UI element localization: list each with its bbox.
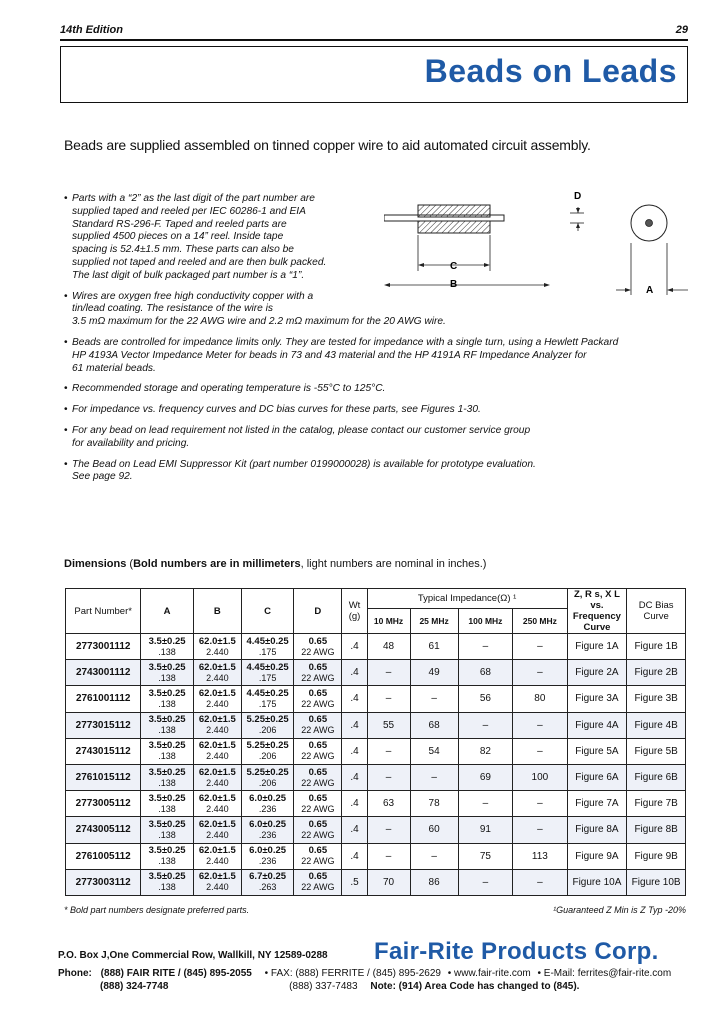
dc-bias-curve-cell: Figure 8B [627, 817, 686, 843]
col-10mhz: 10 MHz [367, 609, 410, 634]
frequency-curve-cell: Figure 1A [567, 634, 627, 660]
part-number-cell: 2743005112 [66, 817, 141, 843]
dim-c-inch: .175 [258, 672, 277, 683]
bullet-line: supplied 4500 pieces on a 14” reel. Inside tape [72, 231, 284, 243]
dim-a-cell [141, 817, 193, 843]
weight-cell: .4 [342, 791, 367, 817]
dim-d-cell [294, 843, 342, 869]
table-row [66, 869, 686, 895]
dc-bias-curve-cell: Figure 9B [627, 843, 686, 869]
dim-b-inch: 2.440 [206, 829, 229, 840]
dim-d-inch: 22 AWG [301, 856, 335, 867]
email-link[interactable]: • E-Mail: ferrites@fair-rite.com [537, 968, 672, 979]
fax-number-2: (888) 337-7483 [289, 981, 358, 992]
impedance-25mhz-cell: 61 [410, 634, 458, 660]
bullet-line: • The Bead on Lead EMI Suppressor Kit (part number 0199000028) is available for prototype evaluation. [72, 458, 536, 470]
impedance-10mhz-cell: 63 [367, 791, 410, 817]
dim-c-mm: 5.25±0.25 [246, 766, 289, 778]
table-row [66, 634, 686, 660]
bullet-line: • Recommended storage and operating temperature is -55°C to 125°C. [72, 383, 386, 395]
dim-d-inch: 22 AWG [301, 803, 335, 814]
dim-c-mm: 4.45±0.25 [246, 635, 289, 647]
fax-numbers: • FAX: (888) FERRITE / (845) 895-2629 [264, 968, 441, 979]
dim-c-cell [241, 843, 293, 869]
dim-c-inch: .236 [258, 829, 277, 840]
dim-d-inch: 22 AWG [301, 698, 335, 709]
dimensions-caption [64, 558, 486, 570]
impedance-100mhz-cell: – [458, 634, 512, 660]
dim-a-mm: 3.5±0.25 [148, 714, 186, 726]
frequency-curve-cell: Figure 6A [567, 764, 627, 790]
dim-b-mm: 62.0±1.5 [198, 714, 236, 726]
impedance-250mhz-cell: 80 [513, 686, 567, 712]
dim-a-inch: .138 [158, 829, 176, 840]
bullet-line: HP 4193A Vector Impedance Meter for beads in 73 and 43 material and the HP 4191A RF Impedance Analyzer for [72, 349, 587, 361]
dc-bias-curve-cell: Figure 2B [627, 660, 686, 686]
phone-label: Phone: [58, 968, 92, 979]
bullet-tape-reel [64, 193, 349, 283]
table-row [66, 764, 686, 790]
footnote-guarantee: ¹Guaranteed Z Min is Z Typ -20% [553, 905, 686, 915]
dim-d-inch: 22 AWG [301, 751, 335, 762]
dim-c-cell [241, 791, 293, 817]
bullet-line: supplied taped and reeled per IEC 60286-1 and EIA [72, 205, 306, 217]
dim-b-mm: 62.0±1.5 [198, 740, 236, 752]
dim-d-cell [294, 764, 342, 790]
dim-a-mm: 3.5±0.25 [148, 687, 186, 699]
frequency-curve-cell: Figure 2A [567, 660, 627, 686]
dim-a-mm: 3.5±0.25 [148, 792, 186, 804]
part-number-cell: 2761005112 [66, 843, 141, 869]
wire-end-dot [646, 220, 653, 227]
dim-c-inch: .236 [258, 803, 277, 814]
dim-c-cell [241, 764, 293, 790]
dim-c-cell [241, 712, 293, 738]
dim-c-inch: .175 [258, 698, 277, 709]
dim-d-mm: 0.65 [308, 661, 328, 673]
dim-d-inch: 22 AWG [301, 672, 335, 683]
part-number-cell: 2773005112 [66, 791, 141, 817]
caption-open: ( [126, 558, 134, 570]
impedance-250mhz-cell: 113 [513, 843, 567, 869]
impedance-250mhz-cell: – [513, 817, 567, 843]
col-a: A [141, 589, 193, 634]
label-d: D [574, 191, 582, 202]
bullet-contact [64, 425, 664, 451]
dim-a-inch: .138 [158, 672, 176, 683]
bullet-line: • For impedance vs. frequency curves and DC bias curves for these parts, see Figures 1-30. [72, 404, 481, 416]
bullet-line: See page 92. [72, 471, 133, 483]
dim-d-mm: 0.65 [308, 635, 328, 647]
bullet-line: • Parts with a “2” as the last digit of the part number are [72, 193, 315, 204]
dim-d-cell [294, 712, 342, 738]
bullet-kit [64, 459, 664, 485]
edition-label: 14th Edition [60, 24, 123, 36]
dim-d-cell [294, 660, 342, 686]
col-25mhz: 25 MHz [410, 609, 458, 634]
dim-b-mm: 62.0±1.5 [198, 766, 236, 778]
dim-b-cell [193, 634, 241, 660]
dim-c-cell [241, 738, 293, 764]
impedance-250mhz-cell: – [513, 634, 567, 660]
dim-d-cell [294, 869, 342, 895]
impedance-100mhz-cell: 91 [458, 817, 512, 843]
col-b: B [193, 589, 241, 634]
bullet-impedance-control [64, 337, 664, 375]
dim-b-mm: 62.0±1.5 [198, 818, 236, 830]
bullet-line: The last digit of bulk packaged part number is a “1”. [72, 269, 305, 281]
dim-c-inch: .175 [258, 646, 277, 657]
dimensions-table [65, 588, 686, 896]
col-dc-bias-curve: DC Bias Curve [627, 589, 686, 634]
impedance-25mhz-cell: – [410, 843, 458, 869]
page-title: Beads on Leads [424, 53, 677, 89]
dim-c-inch: .263 [258, 882, 277, 893]
col-c: C [241, 589, 293, 634]
bead-body-top [418, 205, 490, 217]
dim-b-inch: 2.440 [206, 725, 229, 736]
bead-side-view [384, 191, 584, 290]
col-part-number: Part Number* [66, 589, 141, 634]
caption-lead: Dimensions [64, 558, 127, 570]
dim-a-mm: 3.5±0.25 [148, 845, 186, 857]
impedance-25mhz-cell: 49 [410, 660, 458, 686]
impedance-25mhz-cell: 78 [410, 791, 458, 817]
bead-dimension-drawing [384, 183, 694, 303]
dim-b-cell [193, 843, 241, 869]
table-row [66, 712, 686, 738]
dim-b-inch: 2.440 [206, 882, 229, 893]
dim-d-cell [294, 634, 342, 660]
dim-c-mm: 4.45±0.25 [246, 661, 289, 673]
impedance-25mhz-cell: – [410, 686, 458, 712]
dim-a-mm: 3.5±0.25 [148, 766, 186, 778]
weight-cell: .4 [342, 712, 367, 738]
dc-bias-curve-cell: Figure 7B [627, 791, 686, 817]
dim-d-cell [294, 817, 342, 843]
website-link[interactable]: • www.fair-rite.com [447, 968, 531, 979]
dim-b-mm: 62.0±1.5 [198, 845, 236, 857]
impedance-10mhz-cell: – [367, 817, 410, 843]
dim-a-inch: .138 [158, 882, 176, 893]
impedance-10mhz-cell: 48 [367, 634, 410, 660]
dim-d-cell [294, 791, 342, 817]
dim-a-cell [141, 764, 193, 790]
impedance-250mhz-cell: – [513, 869, 567, 895]
dim-a-mm: 3.5±0.25 [148, 661, 186, 673]
dim-c-mm: 6.0±0.25 [249, 845, 287, 857]
dim-c-mm: 5.25±0.25 [246, 740, 289, 752]
dim-d-inch: 22 AWG [301, 882, 335, 893]
impedance-25mhz-cell: 68 [410, 712, 458, 738]
table-row [66, 843, 686, 869]
header-rule [60, 39, 688, 41]
table-row [66, 686, 686, 712]
dim-a-inch: .138 [158, 646, 176, 657]
page-number: 29 [675, 24, 688, 36]
dim-b-inch: 2.440 [206, 777, 229, 788]
impedance-25mhz-cell: 86 [410, 869, 458, 895]
impedance-250mhz-cell: – [513, 660, 567, 686]
part-number-cell: 2761015112 [66, 764, 141, 790]
bullet-line: supplied not taped and reeled and are then bulk packed. [72, 256, 327, 268]
dim-d-mm: 0.65 [308, 766, 328, 778]
dim-d-mm: 0.65 [308, 687, 328, 699]
table-row [66, 791, 686, 817]
dim-b-inch: 2.440 [206, 672, 229, 683]
dc-bias-curve-cell: Figure 4B [627, 712, 686, 738]
dim-c-cell [241, 634, 293, 660]
caption-rest: , light numbers are nominal in inches.) [300, 558, 487, 570]
contact-row-2 [58, 981, 698, 992]
dim-c-inch: .206 [258, 777, 277, 788]
impedance-100mhz-cell: 56 [458, 686, 512, 712]
dc-bias-curve-cell: Figure 10B [627, 869, 686, 895]
bullet-line: Standard RS-296-F. Taped and reeled parts are [72, 218, 287, 230]
impedance-250mhz-cell: – [513, 712, 567, 738]
dim-b-cell [193, 660, 241, 686]
phone-number-2: (888) 324-7748 [100, 981, 169, 992]
dim-b-inch: 2.440 [206, 646, 229, 657]
impedance-100mhz-cell: 69 [458, 764, 512, 790]
frequency-curve-cell: Figure 4A [567, 712, 627, 738]
weight-cell: .5 [342, 869, 367, 895]
bullet-temperature [64, 383, 664, 396]
dim-a-mm: 3.5±0.25 [148, 740, 186, 752]
dim-a-cell [141, 869, 193, 895]
dim-c-cell [241, 686, 293, 712]
dim-b-mm: 62.0±1.5 [198, 687, 236, 699]
company-name: Fair-Rite Products Corp. [374, 938, 659, 965]
impedance-10mhz-cell: – [367, 843, 410, 869]
impedance-10mhz-cell: 70 [367, 869, 410, 895]
impedance-25mhz-cell: 60 [410, 817, 458, 843]
dim-b-cell [193, 738, 241, 764]
dim-a-cell [141, 738, 193, 764]
phone-numbers: (888) FAIR RITE / (845) 895-2055 [100, 968, 252, 979]
part-number-cell: 2743001112 [66, 660, 141, 686]
impedance-100mhz-cell: 68 [458, 660, 512, 686]
part-number-cell: 2743015112 [66, 738, 141, 764]
dim-a-cell [141, 712, 193, 738]
dc-bias-curve-cell: Figure 3B [627, 686, 686, 712]
dim-c-inch: .206 [258, 725, 277, 736]
impedance-250mhz-cell: – [513, 738, 567, 764]
dim-d-mm: 0.65 [308, 818, 328, 830]
dim-c-cell [241, 869, 293, 895]
dim-c-mm: 6.7±0.25 [249, 871, 287, 883]
bullet-line: 61 material beads. [72, 362, 156, 374]
weight-cell: .4 [342, 843, 367, 869]
table-row [66, 660, 686, 686]
bullet-line: • Wires are oxygen free high conductivity copper with a [72, 290, 314, 302]
dim-d-cell [294, 686, 342, 712]
dim-a-inch: .138 [158, 698, 176, 709]
dim-a-cell [141, 791, 193, 817]
dim-a-inch: .138 [158, 803, 176, 814]
impedance-10mhz-cell: – [367, 660, 410, 686]
impedance-25mhz-cell: 54 [410, 738, 458, 764]
bullet-line: 3.5 mΩ maximum for the 22 AWG wire and 2.2 mΩ maximum for the 20 AWG wire. [72, 316, 446, 328]
dim-a-cell [141, 686, 193, 712]
footnote-preferred: * Bold part numbers designate preferred parts. [64, 905, 250, 915]
dim-d-inch: 22 AWG [301, 725, 335, 736]
col-d: D [294, 589, 342, 634]
impedance-250mhz-cell: 100 [513, 764, 567, 790]
bead-body-bottom [418, 221, 490, 233]
dim-d-inch: 22 AWG [301, 646, 335, 657]
title-box [60, 46, 688, 103]
caption-bold: Bold numbers are in millimeters [133, 558, 301, 570]
frequency-curve-cell: Figure 9A [567, 843, 627, 869]
dim-d-mm: 0.65 [308, 845, 328, 857]
dim-b-mm: 62.0±1.5 [198, 635, 236, 647]
dim-a-inch: .138 [158, 856, 176, 867]
dim-d-inch: 22 AWG [301, 829, 335, 840]
impedance-100mhz-cell: – [458, 791, 512, 817]
dim-d-inch: 22 AWG [301, 777, 335, 788]
dim-b-mm: 62.0±1.5 [198, 871, 236, 883]
dim-a-cell [141, 634, 193, 660]
part-number-cell: 2773003112 [66, 869, 141, 895]
dim-c-mm: 5.25±0.25 [246, 714, 289, 726]
intro-text: Beads are supplied assembled on tinned copper wire to aid automated circuit assembly. [64, 137, 591, 153]
col-weight: Wt (g) [342, 589, 367, 634]
impedance-10mhz-cell: 55 [367, 712, 410, 738]
dim-d-mm: 0.65 [308, 792, 328, 804]
impedance-10mhz-cell: – [367, 738, 410, 764]
bead-end-view [616, 205, 688, 296]
label-a: A [646, 285, 654, 296]
bullet-line: • Beads are controlled for impedance limits only. They are tested for impedance with a single turn, using a Hewlett Packard [72, 336, 619, 348]
dim-d-mm: 0.65 [308, 740, 328, 752]
dim-d-mm: 0.65 [308, 871, 328, 883]
frequency-curve-cell: Figure 3A [567, 686, 627, 712]
dim-b-inch: 2.440 [206, 856, 229, 867]
dim-a-mm: 3.5±0.25 [148, 818, 186, 830]
impedance-25mhz-cell: – [410, 764, 458, 790]
dim-b-inch: 2.440 [206, 698, 229, 709]
dim-b-cell [193, 764, 241, 790]
dim-b-mm: 62.0±1.5 [198, 661, 236, 673]
weight-cell: .4 [342, 764, 367, 790]
weight-cell: .4 [342, 817, 367, 843]
dim-d-mm: 0.65 [308, 714, 328, 726]
dim-b-cell [193, 712, 241, 738]
bullet-line: spacing is 52.4±1.5 mm. These parts can also be [72, 244, 294, 256]
impedance-10mhz-cell: – [367, 686, 410, 712]
dim-b-cell [193, 869, 241, 895]
dim-b-cell [193, 791, 241, 817]
frequency-curve-cell: Figure 8A [567, 817, 627, 843]
dim-a-inch: .138 [158, 777, 176, 788]
dim-d-cell [294, 738, 342, 764]
bullet-line: • For any bead on lead requirement not listed in the catalog, please contact our customer service group [72, 424, 531, 436]
table-row [66, 738, 686, 764]
bullet-line: tin/lead coating. The resistance of the wire is [72, 303, 274, 315]
dim-b-inch: 2.440 [206, 803, 229, 814]
impedance-10mhz-cell: – [367, 764, 410, 790]
weight-cell: .4 [342, 634, 367, 660]
dim-b-inch: 2.440 [206, 751, 229, 762]
frequency-curve-cell: Figure 5A [567, 738, 627, 764]
col-100mhz: 100 MHz [458, 609, 512, 634]
dim-c-mm: 6.0±0.25 [249, 818, 287, 830]
impedance-100mhz-cell: – [458, 712, 512, 738]
dim-c-inch: .236 [258, 856, 277, 867]
area-code-note: Note: (914) Area Code has changed to (845). [370, 981, 580, 992]
dim-c-cell [241, 817, 293, 843]
part-number-cell: 2773015112 [66, 712, 141, 738]
col-typical-impedance: Typical Impedance(Ω) ¹ [367, 589, 567, 609]
dim-a-mm: 3.5±0.25 [148, 871, 186, 883]
part-number-cell: 2761001112 [66, 686, 141, 712]
label-c: C [450, 261, 458, 272]
dim-c-inch: .206 [258, 751, 277, 762]
dc-bias-curve-cell: Figure 6B [627, 764, 686, 790]
part-number-cell: 2773001112 [66, 634, 141, 660]
company-address: P.O. Box J,One Commercial Row, Wallkill, NY 12589-0288 [58, 950, 328, 961]
dim-a-cell [141, 660, 193, 686]
col-frequency-curve: Z, R s, X L vs. Frequency Curve [567, 589, 627, 634]
label-b: B [450, 279, 458, 290]
dim-b-cell [193, 817, 241, 843]
bullet-line: for availability and pricing. [72, 437, 190, 449]
dim-c-cell [241, 660, 293, 686]
dim-a-inch: .138 [158, 725, 176, 736]
dim-a-cell [141, 843, 193, 869]
dim-c-mm: 6.0±0.25 [249, 792, 287, 804]
col-250mhz: 250 MHz [513, 609, 567, 634]
dim-b-mm: 62.0±1.5 [198, 792, 236, 804]
frequency-curve-cell: Figure 7A [567, 791, 627, 817]
dim-b-cell [193, 686, 241, 712]
weight-cell: .4 [342, 738, 367, 764]
bullet-curves [64, 404, 664, 417]
weight-cell: .4 [342, 686, 367, 712]
dim-a-mm: 3.5±0.25 [148, 635, 186, 647]
impedance-100mhz-cell: – [458, 869, 512, 895]
dim-a-inch: .138 [158, 751, 176, 762]
impedance-100mhz-cell: 75 [458, 843, 512, 869]
dimensions-table-body [66, 634, 686, 896]
impedance-100mhz-cell: 82 [458, 738, 512, 764]
impedance-250mhz-cell: – [513, 791, 567, 817]
weight-cell: .4 [342, 660, 367, 686]
dim-c-mm: 4.45±0.25 [246, 687, 289, 699]
frequency-curve-cell: Figure 10A [567, 869, 627, 895]
contact-row [58, 968, 698, 979]
dc-bias-curve-cell: Figure 5B [627, 738, 686, 764]
dc-bias-curve-cell: Figure 1B [627, 634, 686, 660]
table-row [66, 817, 686, 843]
